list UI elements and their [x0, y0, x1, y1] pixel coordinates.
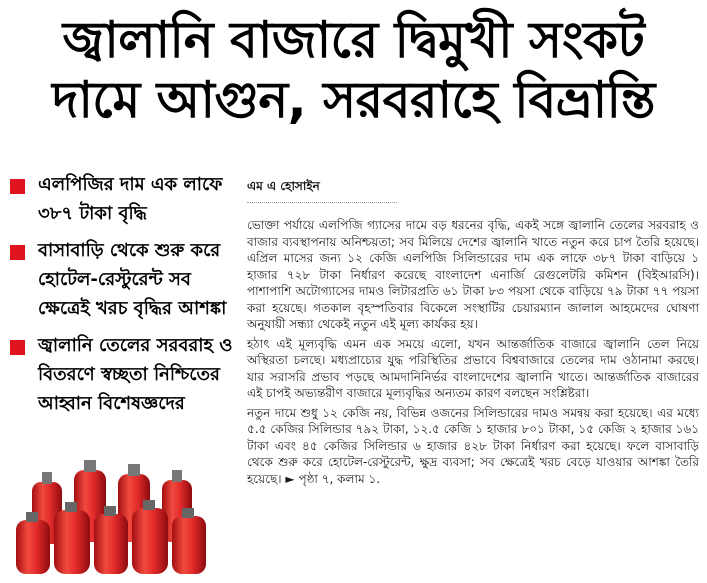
- highlights: [10, 170, 242, 426]
- continuation-link[interactable]: ► পৃষ্ঠা ৭, কলাম ১.: [285, 471, 381, 486]
- highlight-text: জ্বালানি তেলের সরবরাহ ও বিতরণে স্বচ্ছতা নিশ্চিতের আহ্বান বিশেষজ্ঞদের: [38, 335, 233, 414]
- paragraph: হঠাৎ এই মূল্যবৃদ্ধি এমন এক সময়ে এলো, যখন আন্তর্জাতিক বাজারে জ্বালানি তেল নিয়ে অস্থিরতা চলছে। মধ্যপ্রাচ্যের যুদ্ধ পরিস্থিতির প্রভাবে বিশ্ববাজারে তেলের দাম ওঠানামা করছে। যার সরাসরি প্রভাব পড়ছে আমদানিনির্ভর বাংলাদেশের জ্বালানি খাতে। আন্তর্জাতিক বাজারের এই চাপই অভ্যন্তরীণ বাজারে মূল্যবৃদ্ধির অন্যতম কারণ বলছেন সংশ্লিষ্টরা।: [247, 336, 699, 400]
- headline-line-2: দামে আগুন, সরবরাহে বিভ্রান্তি: [52, 71, 655, 129]
- headline: [0, 10, 707, 130]
- paragraph-text: নতুন দামে শুধু ১২ কেজি নয়, বিভিন্ন ওজনের সিলিন্ডারের দামও সমন্বয় করা হয়েছে। এর মধ্যে ৫.৫ কেজির সিলিন্ডার ৭৯২ টাকা, ১২.৫ কেজি ১ হাজার ৮০১ টাকা, ১৫ কেজি ২ হাজার ১৬১ টাকা এবং ৪৫ কেজির সিলিন্ডার ৬ হাজার ৪২৮ টাকা নির্ধারণ করা হয়েছে। ফলে বাসাবাড়ি থেকে শুরু করে হোটেল-রেস্টুরেন্ট, ক্ষুদ্র ব্যবসা; সব ক্ষেত্রেই খরচ বেড়ে যাওয়ার আশঙ্কা তৈরি হয়েছে।: [247, 405, 699, 486]
- highlight-item: [10, 170, 242, 228]
- highlight-item: [10, 236, 242, 323]
- byline: এম এ হোসাইন: [247, 178, 397, 203]
- gas-cylinders-icon: [14, 452, 219, 576]
- bullet-icon: [10, 179, 25, 194]
- headline-line-1: জ্বালানি বাজারে দ্বিমুখী সংকট: [62, 11, 645, 69]
- highlight-text: বাসাবাড়ি থেকে শুরু করে হোটেল-রেস্টুরেন্ট সব ক্ষেত্রেই খরচ বৃদ্ধির আশঙ্কা: [38, 240, 227, 319]
- paragraph: ভোক্তা পর্যায়ে এলপিজি গ্যাসের দামে বড় ধরনের বৃদ্ধি, একই সঙ্গে জ্বালানি তেলের সরবরাহ ও বাজার ব্যবস্থাপনায় অনিশ্চয়তা; সব মিলিয়ে দেশের জ্বালানি খাতে নতুন করে চাপ তৈরি হয়েছে। এপ্রিল মাসের জন্য ১২ কেজি এলপিজি সিলিন্ডারের দাম এক লাফে ৩৮৭ টাকা বাড়িয়ে ১ হাজার ৭২৮ টাকা নির্ধারণ করেছে বাংলাদেশ এনার্জি রেগুলেটরি কমিশন (বিইআরসি)। পাশাপাশি অটোগ্যাসের দামও লিটারপ্রতি ৬১ টাকা ৮৩ পয়সা থেকে বাড়িয়ে ৭৯ টাকা ৭৭ পয়সা করা হয়েছে। গতকাল বৃহস্পতিবার বিকেলে সংস্থাটির চেয়ারম্যান জালাল আহমেদের ঘোষণা অনুযায়ী সন্ধ্যা থেকেই নতুন এই মূল্য কার্যকর হয়।: [247, 218, 699, 331]
- article-body: [247, 178, 699, 490]
- bullet-icon: [10, 245, 25, 260]
- bullet-icon: [10, 340, 25, 355]
- highlight-item: [10, 331, 242, 418]
- highlight-text: এলপিজির দাম এক লাফে ৩৮৭ টাকা বৃদ্ধি: [38, 174, 223, 224]
- paragraph: [247, 405, 699, 488]
